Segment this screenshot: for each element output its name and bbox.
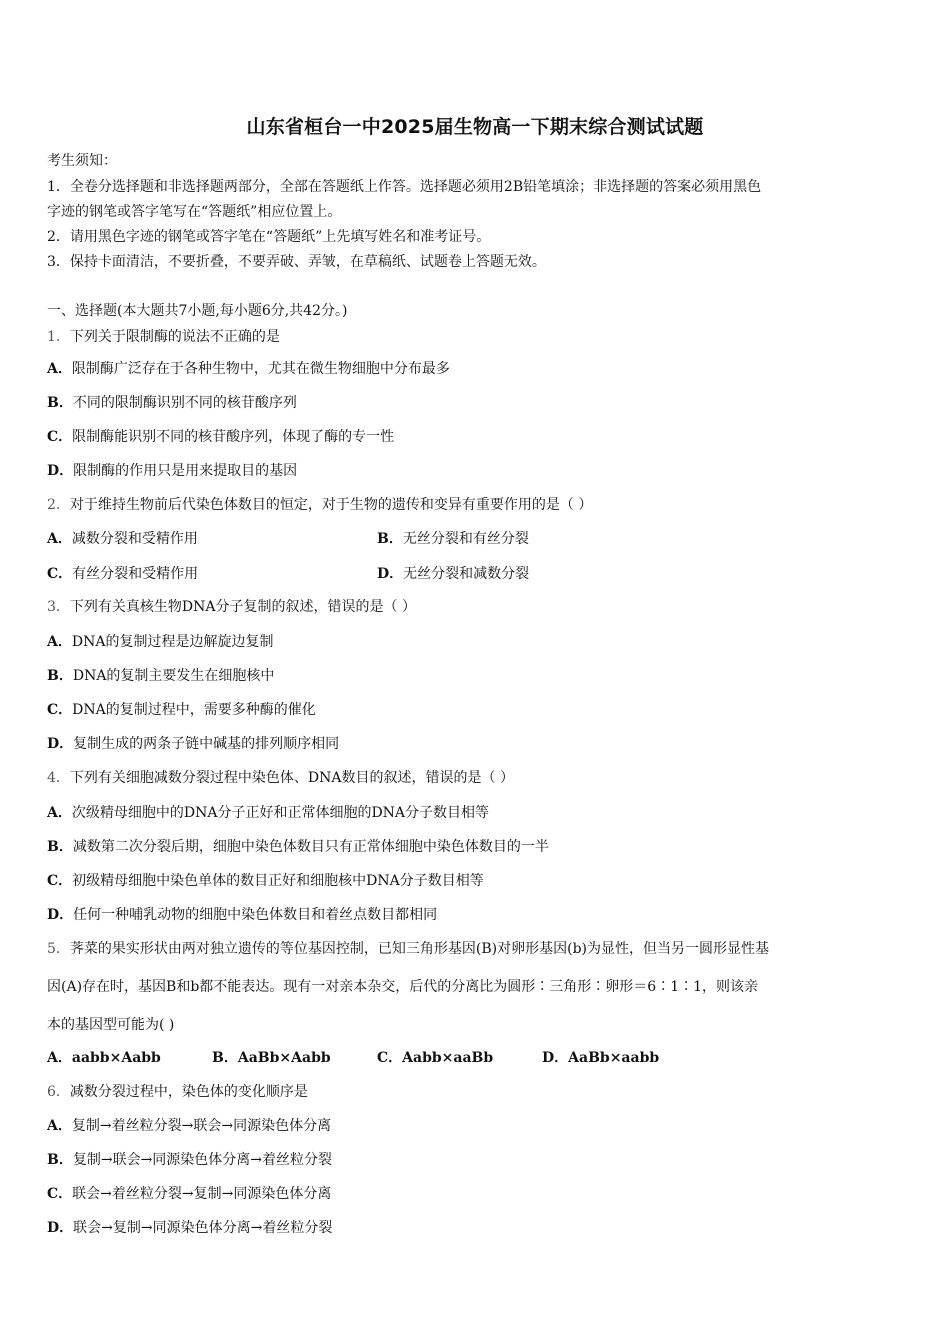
option-text: 无丝分裂和有丝分裂	[402, 531, 529, 547]
question-stem: 对于维持生物前后代染色体数目的恒定，对于生物的遗传和变异有重要作用的是（ ）	[69, 497, 593, 513]
question-number: 1．	[47, 329, 70, 345]
option-text: 初级精母细胞中染色单体的数目正好和细胞核中DNA分子数目相等	[72, 873, 484, 889]
option-label: D．	[47, 1220, 74, 1236]
question-5	[47, 940, 769, 958]
option-label: B．	[47, 668, 73, 684]
option-text: 复制生成的两条子链中碱基的排列顺序相同	[73, 736, 340, 752]
option-text: 减数分裂和受精作用	[71, 531, 198, 547]
option-text: DNA的复制过程中，需要多种酶的催化	[72, 702, 316, 718]
option-label: B．	[47, 1152, 73, 1168]
question-3	[47, 598, 416, 616]
option-label: A．	[47, 1118, 72, 1134]
notice-item: 3．保持卡面清洁，不要折叠，不要弄破、弄皱，在草稿纸、试题卷上答题无效。	[47, 254, 546, 270]
option-label: A．	[47, 634, 72, 650]
option-label: B．	[47, 839, 73, 855]
option-text: 限制酶的作用只是用来提取目的基因	[73, 463, 298, 479]
notice-item: 2．请用黑色字迹的钢笔或答字笔在“答题纸”上先填写姓名和准考证号。	[47, 229, 491, 245]
question-stem: 下列有关真核生物DNA分子复制的叙述，错误的是（ ）	[69, 599, 416, 615]
notice-item: 1．全卷分选择题和非选择题两部分，全部在答题纸上作答。选择题必须用2B铅笔填涂；非选择题的答案必须用黑色	[47, 179, 762, 195]
option-label: C．	[377, 1050, 403, 1066]
option-c	[47, 1185, 331, 1203]
option-text: 减数第二次分裂后期，细胞中染色体数目只有正常体细胞中染色体数目的一半	[72, 839, 549, 855]
option-text: Aabb×aaBb	[402, 1050, 494, 1066]
option-a	[47, 804, 489, 822]
option-label: C．	[47, 566, 73, 582]
question-number: 5．	[47, 941, 70, 957]
question-6	[47, 1083, 308, 1101]
question-stem-line: 因(A)存在时，基因B和b都不能表达。现有一对亲本杂交，后代的分离比为圆形∶三角形∶卵形＝6∶1∶1，则该亲	[47, 979, 759, 995]
option-text: 有丝分裂和受精作用	[72, 566, 199, 582]
option-text: aabb×Aabb	[71, 1050, 161, 1066]
option-text: 限制酶广泛存在于各种生物中，尤其在微生物细胞中分布最多	[71, 361, 450, 377]
option-text: 复制→联会→同源染色体分离→着丝粒分裂	[72, 1152, 333, 1168]
section-heading: 一、选择题(本大题共7小题,每小题6分,共42分。)	[47, 303, 348, 319]
option-label: D．	[47, 907, 74, 923]
option-a	[47, 633, 273, 651]
option-c	[47, 701, 316, 719]
option-label: C．	[47, 1186, 73, 1202]
option-text: 复制→着丝粒分裂→联会→同源染色体分离	[71, 1118, 332, 1134]
option-label: A．	[47, 531, 72, 547]
option-text: 联会→着丝粒分裂→复制→同源染色体分离	[72, 1186, 332, 1202]
question-stem: 下列有关细胞减数分裂过程中染色体、DNA数目的叙述，错误的是（ ）	[69, 770, 514, 786]
option-label: B．	[377, 531, 403, 547]
option-text: DNA的复制主要发生在细胞核中	[72, 668, 275, 684]
option-d	[47, 906, 437, 924]
option-d	[542, 1049, 659, 1067]
option-c	[47, 872, 484, 890]
notice-heading: 考生须知：	[47, 153, 117, 169]
option-label: D．	[377, 566, 404, 582]
option-label: D．	[47, 463, 74, 479]
question-number: 6．	[47, 1084, 70, 1100]
option-text: 任何一种哺乳动物的细胞中染色体数目和着丝点数目都相同	[73, 907, 438, 923]
option-text: 无丝分裂和减数分裂	[403, 566, 530, 582]
question-number: 4．	[47, 770, 70, 786]
option-d	[377, 565, 529, 583]
option-text: 次级精母细胞中的DNA分子正好和正常体细胞的DNA分子数目相等	[71, 805, 490, 821]
option-c	[47, 428, 394, 446]
option-text: DNA的复制过程是边解旋边复制	[71, 634, 274, 650]
option-d	[47, 1219, 332, 1237]
option-label: A．	[47, 361, 72, 377]
question-number: 3．	[47, 599, 70, 615]
option-b	[47, 667, 274, 685]
option-a	[47, 1049, 161, 1067]
option-label: B．	[47, 395, 73, 411]
question-4	[47, 769, 514, 787]
option-a	[47, 1117, 331, 1135]
question-number: 2．	[47, 497, 70, 513]
option-label: D．	[542, 1050, 569, 1066]
option-b	[212, 1049, 331, 1067]
question-stem: 下列关于限制酶的说法不正确的是	[69, 329, 280, 345]
option-b	[377, 530, 529, 548]
option-b	[47, 394, 297, 412]
question-1	[47, 328, 280, 346]
option-label: C．	[47, 702, 73, 718]
page-title: 山东省桓台一中2025届生物高一下期末综合测试试题	[246, 116, 704, 138]
question-stem: 减数分裂过程中，染色体的变化顺序是	[69, 1084, 308, 1100]
option-a	[47, 360, 450, 378]
option-b	[47, 838, 549, 856]
option-a	[47, 530, 198, 548]
option-text: 联会→复制→同源染色体分离→着丝粒分裂	[73, 1220, 333, 1236]
option-c	[47, 565, 198, 583]
option-text: AaBb×aabb	[568, 1050, 660, 1066]
option-c	[377, 1049, 493, 1067]
option-b	[47, 1151, 332, 1169]
option-text: 限制酶能识别不同的核苷酸序列，体现了酶的专一性	[72, 429, 395, 445]
question-stem-line: 荠菜的果实形状由两对独立遗传的等位基因控制，已知三角形基因(B)对卵形基因(b)为显性，但当另一圆形显性基	[69, 941, 770, 957]
option-d	[47, 462, 297, 480]
option-text: AaBb×Aabb	[237, 1050, 331, 1066]
question-stem-line: 本的基因型可能为( )	[47, 1017, 175, 1033]
notice-item: 字迹的钢笔或答字笔写在“答题纸”相应位置上。	[47, 204, 342, 220]
option-label: A．	[47, 805, 72, 821]
option-label: B．	[212, 1050, 238, 1066]
option-label: D．	[47, 736, 74, 752]
option-text: 不同的限制酶识别不同的核苷酸序列	[72, 395, 297, 411]
option-label: A．	[47, 1050, 72, 1066]
option-d	[47, 735, 339, 753]
question-2	[47, 496, 592, 514]
option-label: C．	[47, 429, 73, 445]
option-label: C．	[47, 873, 73, 889]
